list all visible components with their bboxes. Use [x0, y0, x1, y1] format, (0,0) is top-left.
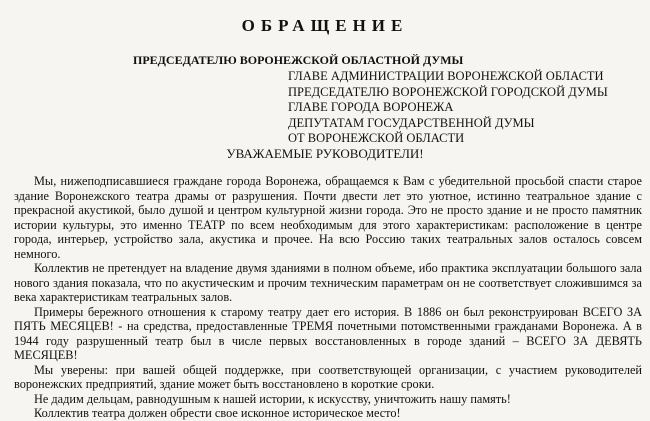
- document-title: ОБРАЩЕНИЕ: [241, 16, 409, 35]
- addressee-item: ГЛАВЕ АДМИНИСТРАЦИИ ВОРОНЕЖСКОЙ ОБЛАСТИ: [288, 69, 604, 83]
- body-paragraph: Коллектив театра должен обрести свое исконное историческое место!: [34, 406, 401, 420]
- body-paragraph: Мы уверены: при вашей общей поддержке, при соответствующей организации, с участием руководителей воронежских предприятий, здание может быть восстановлено в короткие сроки.: [14, 362, 642, 391]
- body-paragraph: Не дадим дельцам, равнодушным к нашей истории, к искусству, уничтожить нашу память!: [34, 391, 511, 406]
- addressee-item: ОТ ВОРОНЕЖСКОЙ ОБЛАСТИ: [288, 131, 465, 145]
- appeal-body: [14, 174, 642, 421]
- addressee-item: ГЛАВЕ ГОРОДА ВОРОНЕЖА: [288, 100, 454, 114]
- addressee-list: [288, 69, 608, 147]
- addressee-main: ПРЕДСЕДАТЕЛЮ ВОРОНЕЖСКОЙ ОБЛАСТНОЙ ДУМЫ: [133, 53, 464, 67]
- body-paragraph: Коллектив не претендует на владение двумя зданиями в полном объеме, ибо практика эксплуатации большого зала нового здания показала, что по акустическим и прочим техническим параметрам он не соответствует сложившимся за века характеристикам театральных залов.: [14, 261, 642, 304]
- salutation: УВАЖАЕМЫЕ РУКОВОДИТЕЛИ!: [226, 146, 424, 161]
- body-paragraph: Примеры бережного отношения к старому театру дает его история. В 1886 он был реконструирован ВСЕГО ЗА ПЯТЬ МЕСЯЦЕВ! - на средства, предоставленные ТРЕМЯ почетными потомственными гражданами Воронежа. А в 1944 году разрушенный театр был в числе первых восстановленных в городе зданий – ВСЕГО ЗА ДЕВЯТЬ МЕСЯЦЕВ!: [14, 304, 642, 362]
- body-paragraph: Мы, нижеподписавшиеся граждане города Воронежа, обращаемся к Вам с убедительной просьбой спасти старое здание Воронежского театра драмы от разрушения. Почти двести лет это уютное, истинно театральное здание с прекрасной акустикой, было душой и центром культурной жизни города. Это не просто здание и не просто памятник истории культуры, это именно ТЕАТР по всем необходимым для этого характеристикам: расположение в центре города, интерьер, устройство зала, акустика и прочее. На всю Россию таких театральных залов осталось совсем немного.: [14, 174, 642, 261]
- addressee-item: ДЕПУТАТАМ ГОСУДАРСТВЕННОЙ ДУМЫ: [288, 115, 535, 130]
- addressee-item: ПРЕДСЕДАТЕЛЮ ВОРОНЕЖСКОЙ ГОРОДСКОЙ ДУМЫ: [288, 84, 608, 99]
